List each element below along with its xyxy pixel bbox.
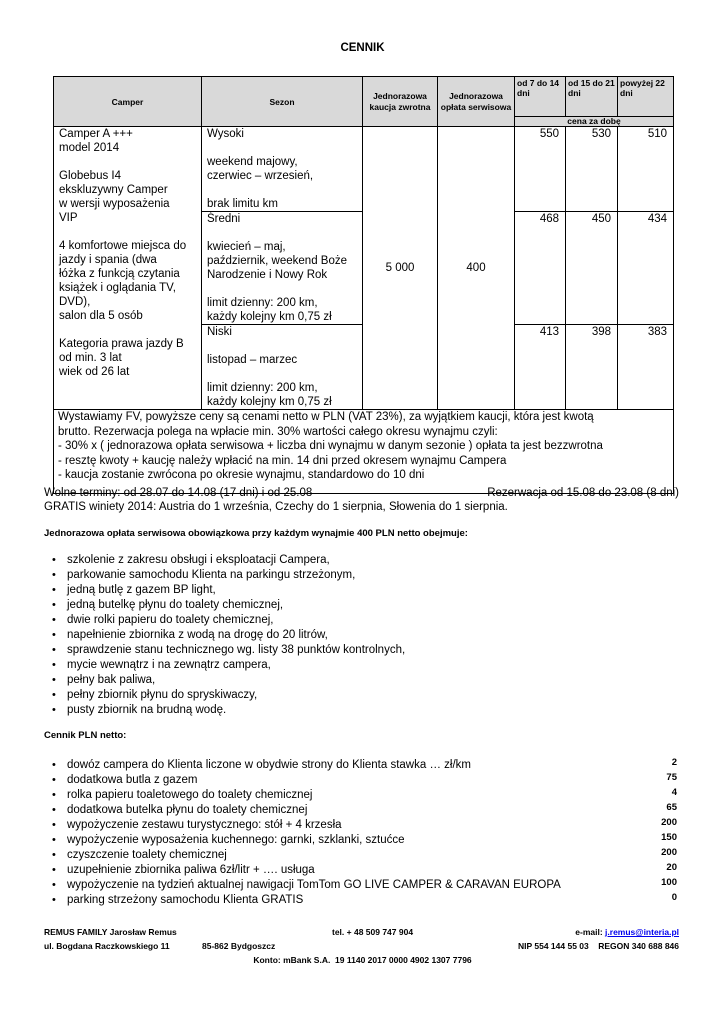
list-item: • uzupełnienie zbiornika paliwa 6zł/litr + …. usługa [44, 863, 561, 878]
footer-phone: tel. + 48 509 747 904 [332, 927, 414, 937]
camper-desc-line: Kategoria prawa jazdy B [59, 338, 184, 350]
list-item: • dwie rolki papieru do toalety chemicznej, [44, 613, 405, 628]
list-item: • pusty zbiornik na brudną wodę. [44, 703, 405, 718]
list-item: • sprawdzenie stanu technicznego wg. listy 38 punktów kontrolnych, [44, 643, 405, 658]
list-item: • dodatkowa butla z gazem [44, 773, 561, 788]
season-line [207, 367, 358, 381]
header-price-per-day: cena za dobę [515, 117, 674, 127]
list-item: • wypożyczenie na tydzień aktualnej nawigacji TomTom GO LIVE CAMPER & CARAVAN EUROPA [44, 878, 561, 893]
header-deposit: Jednorazowa kaucja zwrotna [363, 77, 438, 127]
header-camper: Camper [54, 77, 202, 127]
season-line: limit dzienny: 200 km, [207, 382, 318, 394]
list-item: • pełny bak paliwa, [44, 673, 405, 688]
camper-desc-line: Camper A +++ [59, 128, 133, 140]
service-fee-value: 400 [438, 127, 515, 410]
season-name: Średni [207, 213, 241, 225]
list-item: • jedną butlę z gazem BP light, [44, 583, 405, 598]
list-item: • parking strzeżony samochodu Klienta GRATIS [44, 893, 561, 908]
extra-price: 150 [661, 832, 677, 843]
price-high-15-21: 530 [566, 127, 618, 212]
service-heading: Jednorazowa opłata serwisowa obowiązkowa przy każdym wynajmie 400 PLN netto obejmuje: [44, 528, 468, 539]
header-15-21-days: od 15 do 21 dni [566, 77, 618, 117]
service-list [44, 553, 405, 718]
header-service-fee: Jednorazowa opłata serwisowa [438, 77, 515, 127]
price-high-22: 510 [618, 127, 674, 212]
footer-street: ul. Bogdana Raczkowskiego 11 [44, 941, 170, 951]
list-item: • rolka papieru toaletowego do toalety chemicznej [44, 788, 561, 803]
header-season: Sezon [202, 77, 363, 127]
table-notes [54, 410, 674, 494]
extra-price: 0 [671, 892, 677, 903]
list-item: • wypożyczenie wyposażenia kuchennego: garnki, szklanki, sztućce [44, 833, 561, 848]
price-low-7-14: 413 [515, 325, 566, 410]
footer-nip-regon: NIP 554 144 55 03 REGON 340 688 846 [518, 941, 679, 951]
list-item: • napełnienie zbiornika z wodą na drogę do 20 litrów, [44, 628, 405, 643]
footer-company: REMUS FAMILY Jarosław Remus [44, 927, 177, 937]
camper-description [54, 127, 202, 410]
season-line [207, 183, 358, 197]
list-item: • szkolenie z zakresu obsługi i eksploatacji Campera, [44, 553, 405, 568]
extra-price: 75 [666, 772, 677, 783]
season-line: Narodzenie i Nowy Rok [207, 269, 328, 281]
header-7-14-days: od 7 do 14 dni [515, 77, 566, 117]
price-low-15-21: 398 [566, 325, 618, 410]
free-dates: Wolne terminy: od 28.07 do 14.08 (17 dni) i od 25.08 [44, 487, 313, 499]
note-line: brutto. Rezerwacja polega na wpłacie min. 30% wartości całego okresu wynajmu czyli: [58, 425, 498, 438]
note-line: - kaucja zostanie zwrócona po okresie wynajmu, standardowo do 10 dni [58, 469, 425, 481]
extra-price: 200 [661, 847, 677, 858]
header-22-days: powyżej 22 dni [618, 77, 674, 117]
footer-account: Konto: mBank S.A. 19 1140 2017 0000 4902 1307 7796 [253, 955, 472, 965]
list-item: • parkowanie samochodu Klienta na parkingu strzeżonym, [44, 568, 405, 583]
price-mid-22: 434 [618, 212, 674, 325]
season-line [207, 282, 358, 296]
camper-desc-line [59, 225, 197, 239]
price-high-7-14: 550 [515, 127, 566, 212]
extra-price: 20 [666, 862, 677, 873]
season-line: kwiecień – maj, [207, 241, 286, 253]
camper-desc-line: w wersji wyposażenia [59, 198, 170, 210]
camper-desc-line: salon dla 5 osób [59, 310, 143, 322]
price-low-22: 383 [618, 325, 674, 410]
season-line [207, 226, 358, 240]
season-name: Wysoki [207, 128, 244, 140]
extra-price: 200 [661, 817, 677, 828]
camper-desc-line: model 2014 [59, 142, 120, 154]
season-high [202, 127, 363, 212]
camper-desc-line: Globebus I4 [59, 170, 122, 182]
list-item: • jedną butelkę płynu do toalety chemicznej, [44, 598, 405, 613]
season-mid [202, 212, 363, 325]
season-line [207, 141, 358, 155]
price-mid-15-21: 450 [566, 212, 618, 325]
list-item: • wypożyczenie zestawu turystycznego: stół + 4 krzesła [44, 818, 561, 833]
season-line: każdy kolejny km 0,75 zł [207, 396, 332, 408]
note-line: - 30% x ( jednorazowa opłata serwisowa + liczba dni wynajmu w danym sezonie ) opłata ta jest bezzwrotna [58, 440, 603, 452]
extras-heading: Cennik PLN netto: [44, 730, 127, 741]
camper-desc-line [59, 323, 197, 337]
page-title: CENNIK [340, 42, 385, 54]
price-mid-7-14: 468 [515, 212, 566, 325]
camper-desc-line: książek i oglądania TV, [59, 282, 176, 294]
deposit-value: 5 000 [363, 127, 438, 410]
season-line: czerwiec – wrzesień, [207, 170, 314, 182]
season-line [207, 339, 358, 353]
season-low [202, 325, 363, 410]
camper-desc-line: wiek od 26 lat [59, 366, 130, 378]
extra-price: 65 [666, 802, 677, 813]
season-line: listopad – marzec [207, 354, 298, 366]
season-line: każdy kolejny km 0,75 zł [207, 311, 332, 323]
note-line: - resztę kwoty + kaucję należy wpłacić na min. 14 dni przed okresem wynajmu Campera [58, 454, 507, 467]
camper-desc-line: VIP [59, 212, 78, 224]
vignette-info: GRATIS winiety 2014: Austria do 1 września, Czechy do 1 sierpnia, Słowenia do 1 sierpnia. [44, 501, 508, 513]
camper-desc-line: łóżka z funkcją czytania [59, 268, 180, 280]
camper-desc-line [59, 155, 197, 169]
list-item: • pełny zbiornik płynu do spryskiwaczy, [44, 688, 405, 703]
extras-list [44, 758, 561, 908]
season-line: październik, weekend Boże [207, 255, 347, 267]
email-link[interactable]: j.remus@interia.pl [605, 927, 679, 937]
season-name: Niski [207, 326, 232, 338]
list-item: • dowóz campera do Klienta liczone w obydwie strony do Klienta stawka … zł/km [44, 758, 561, 773]
camper-desc-line: jazdy i spania (dwa [59, 254, 157, 266]
reservation-dates: Rezerwacja od 15.08 do 23.08 (8 dni) [487, 487, 679, 499]
extra-price: 100 [661, 877, 677, 888]
camper-desc-line: od min. 3 lat [59, 352, 122, 364]
list-item: • mycie wewnątrz i na zewnątrz campera, [44, 658, 405, 673]
price-table [53, 76, 674, 494]
note-line: Wystawiamy FV, powyższe ceny są cenami netto w PLN (VAT 23%), za wyjątkiem kaucji, która jest kwotą [58, 411, 594, 423]
extra-price: 2 [671, 757, 677, 768]
camper-desc-line: DVD), [59, 296, 91, 308]
camper-desc-line: ekskluzywny Camper [59, 184, 168, 196]
list-item: • dodatkowa butelka płynu do toalety chemicznej [44, 803, 561, 818]
camper-desc-line: 4 komfortowe miejsca do [59, 240, 187, 252]
season-line: weekend majowy, [207, 156, 298, 168]
season-line: brak limitu km [207, 198, 278, 210]
list-item: • czyszczenie toalety chemicznej [44, 848, 561, 863]
footer-city: 85-862 Bydgoszcz [202, 941, 276, 951]
extra-price: 4 [671, 787, 677, 798]
footer-email: e-mail: j.remus@interia.pl [575, 927, 679, 937]
season-line: limit dzienny: 200 km, [207, 297, 318, 309]
